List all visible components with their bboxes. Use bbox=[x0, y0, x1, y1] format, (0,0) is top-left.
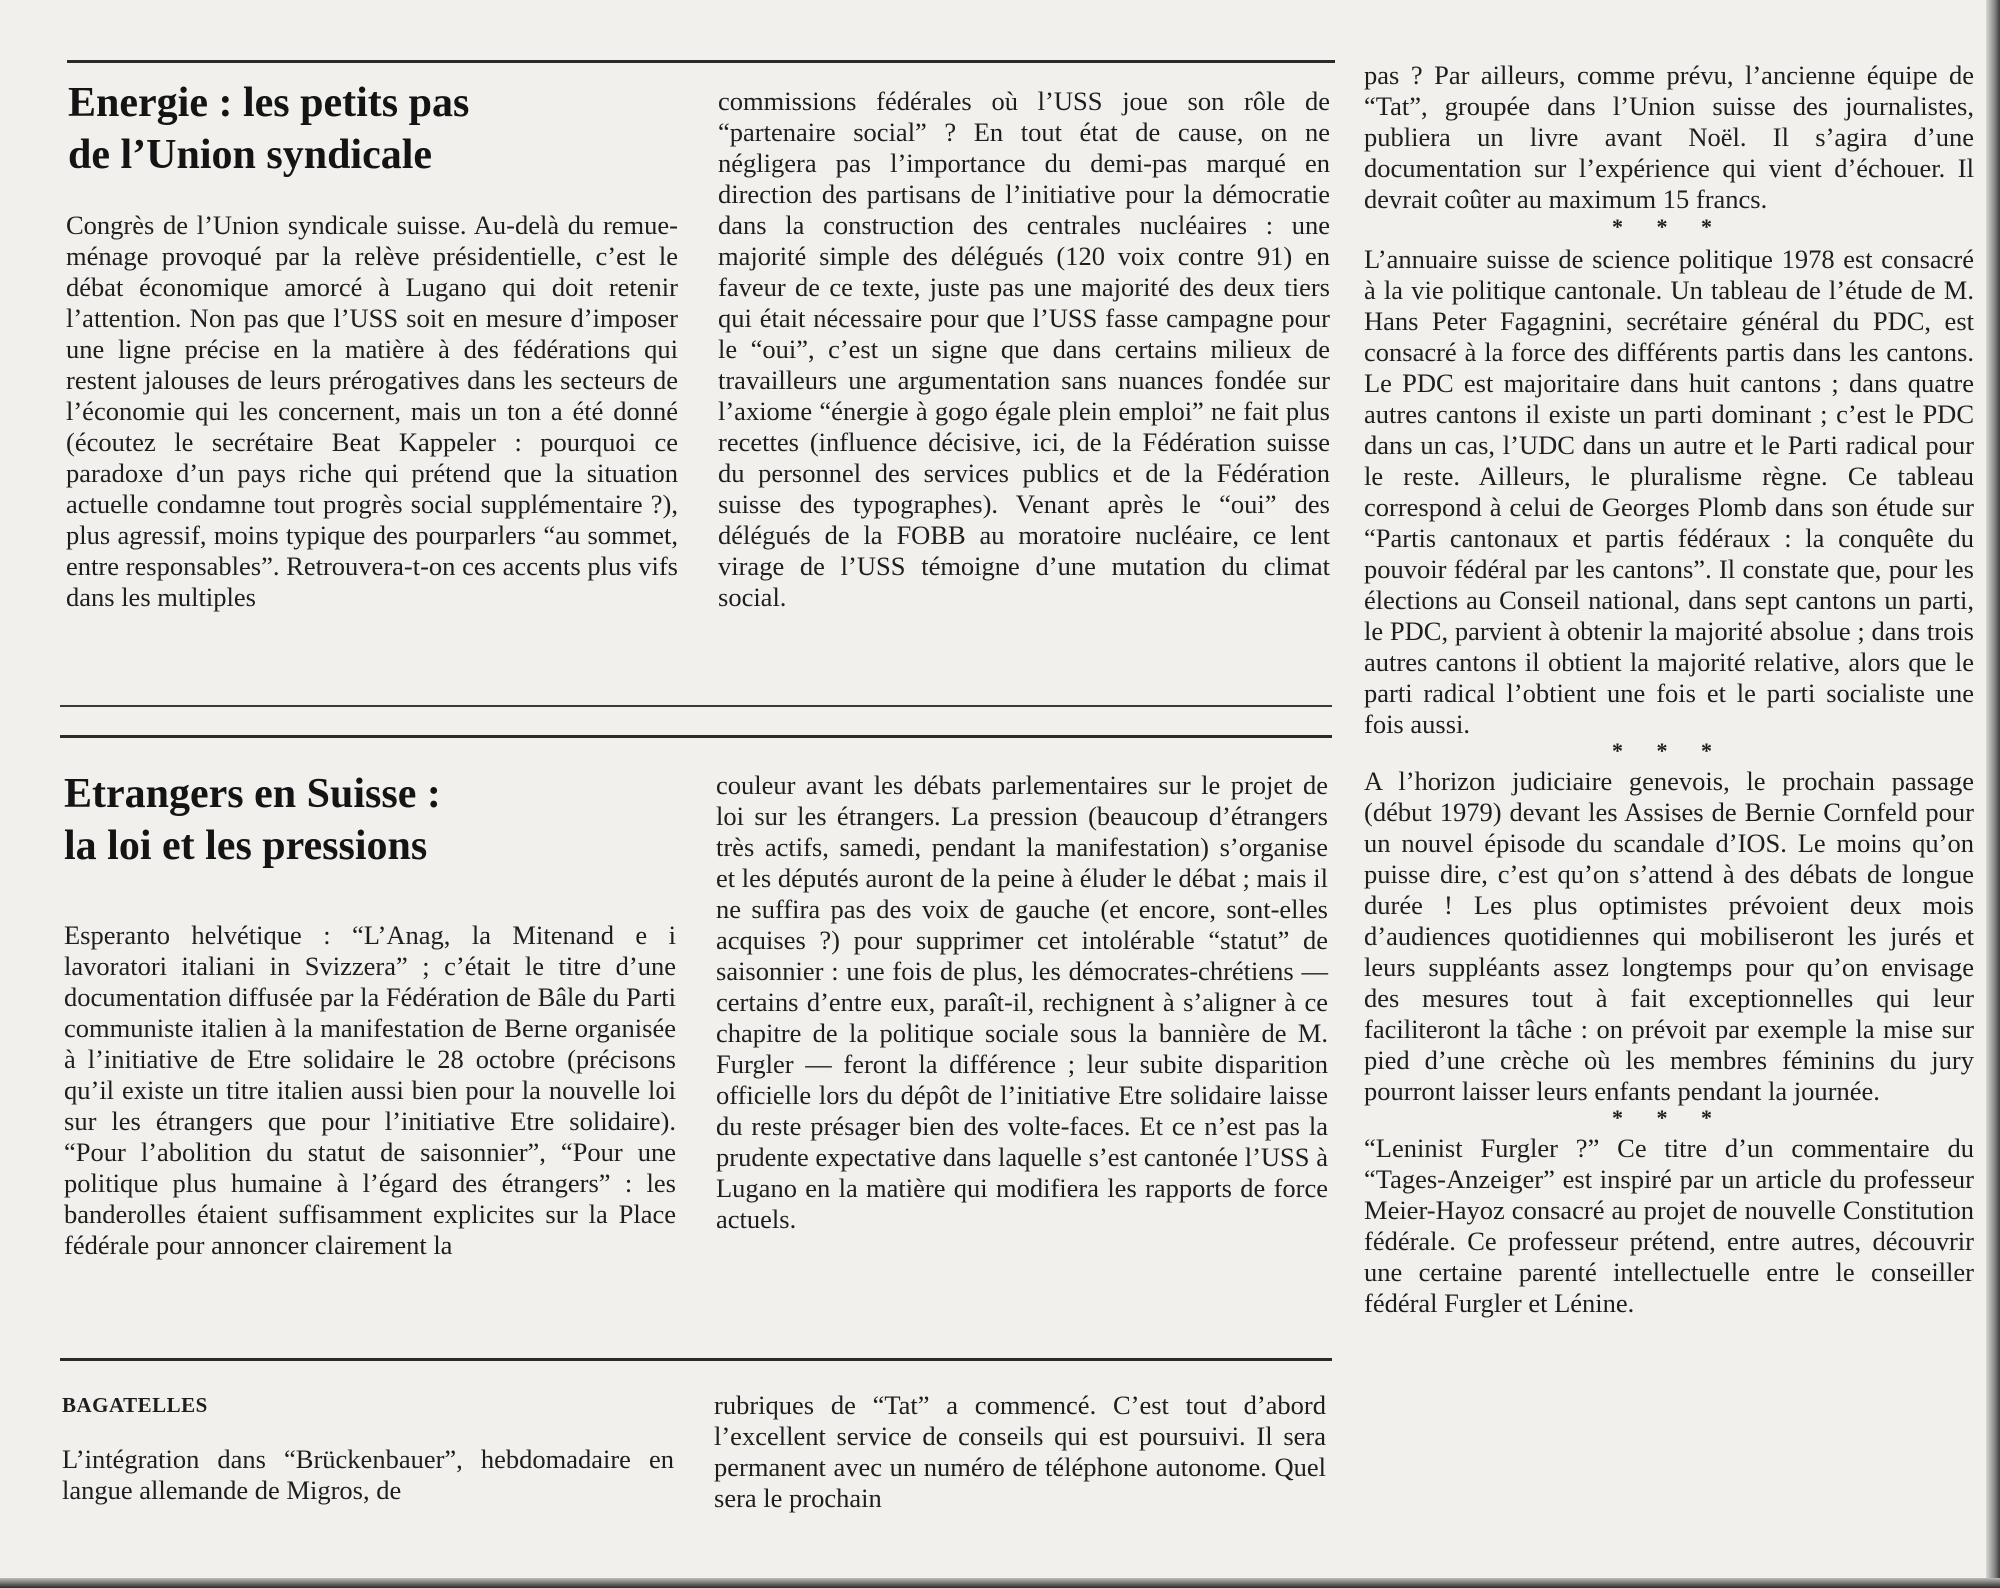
page-bottom-shadow bbox=[0, 1578, 2000, 1588]
article2-title bbox=[64, 768, 704, 872]
right-paragraph-furgler: “Leninist Furgler ?” Ce titre d’un commentaire du “Tages-Anzeiger” est inspiré par un article du professeur Meier-Hayoz consacré au projet de nouvelle Constitution fédérale. Ce professeur prétend, entre autres, découvrir une certaine parenté intellectuelle entre le conseiller fédéral Furgler et Lénine. bbox=[1364, 1133, 1974, 1318]
rule-article1-bottom-a bbox=[60, 705, 1332, 707]
right-paragraph-tat: pas ? Par ailleurs, comme prévu, l’ancienne équipe de “Tat”, groupée dans l’Union suisse des journalistes, publiera un livre avant Noël. Il s’agira d’une documentation sur l’expérience qui vient d’échouer. Il devrait coûter au maximum 15 francs. bbox=[1364, 60, 1974, 214]
article2-column2: couleur avant les débats parlementaires sur le projet de loi sur les étrangers. La pression (beaucoup d’étrangers très actifs, samedi, pendant la manifestation) s’organise et les députés auront de la peine à éluder le débat ; mais il ne suffira pas des voix de gauche (et encore, sont-elles acquises ?) pour supprimer cet intolérable “statut” de saisonnier : une fois de plus, les démocrates-chrétiens — certains d’entre eux, paraît-il, rechignent à s’aligner à ce chapitre de la politique sociale sous la bannière de M. Furgler — feront la différence ; leur subite disparition officielle lors du dépôt de l’initiative Etre solidaire laisse du reste présager bien des volte-faces. Et ce n’est pas la prudente expectative dans laquelle s’est cantonée l’USS à Lugano en la matière qui modifiera les rapports de force actuels. bbox=[716, 770, 1328, 1234]
separator-stars-3: * * * bbox=[1612, 1105, 1726, 1130]
article2-title-line1: Etrangers en Suisse : bbox=[64, 771, 441, 817]
article2-title-line2: la loi et les pressions bbox=[64, 823, 428, 869]
article1-column1: Congrès de l’Union syndicale suisse. Au-delà du remue-ménage provoqué par la relève présidentielle, c’est le débat économique amorcé à Lugano qui doit retenir l’attention. Non pas que l’USS soit en mesure d’imposer une ligne précise en la matière à des fédérations qui restent jalouses de leurs prérogatives dans les secteurs de l’économie qui les concernent, mais un ton a été donné (écoutez le secrétaire Beat Kappeler : pourquoi ce paradoxe d’un pays riche qui prétend que la situation actuelle condamne tout progrès social supplémentaire ?), plus agressif, moins typique des pourparlers “au sommet, entre responsables”. Retrouvera-t-on ces accents plus vifs dans les multiples bbox=[66, 210, 678, 612]
rule-article2-top bbox=[60, 735, 1332, 738]
page-edge-shadow bbox=[1986, 0, 2000, 1588]
bagatelles-column1: L’intégration dans “Brückenbauer”, hebdomadaire en langue allemande de Migros, de bbox=[62, 1444, 674, 1505]
bagatelles-column2: rubriques de “Tat” a commencé. C’est tout d’abord l’excellent service de conseils qui est poursuivi. Il sera permanent avec un numéro de téléphone autonome. Quel sera le prochain bbox=[714, 1390, 1326, 1513]
article1-title-line2: de l’Union syndicale bbox=[68, 132, 433, 178]
rule-bagatelles-top bbox=[60, 1358, 1332, 1361]
article2-column1: Esperanto helvétique : “L’Anag, la Mitenand e i lavoratori italiani in Svizzera” ; c’était le titre d’une documentation diffusée par la Fédération de Bâle du Parti communiste italien à la manifestation de Berne organisée à l’initiative de Etre solidaire le 28 octobre (précisons qu’il existe un titre italien aussi bien pour la nouvelle loi sur les étrangers que pour l’initiative Etre solidaire). “Pour l’abolition du statut de saisonnier”, “Pour une politique plus humaine à l’égard des étrangers” : les banderolles étaient suffisamment explicites sur la Place fédérale pour annoncer clairement la bbox=[64, 920, 676, 1260]
bagatelles-heading: BAGATELLES bbox=[62, 1393, 208, 1417]
article1-title-line1: Energie : les petits pas bbox=[68, 80, 470, 126]
right-column bbox=[1364, 60, 1974, 1319]
right-paragraph-ios: A l’horizon judiciaire genevois, le prochain passage (début 1979) devant les Assises de Bernie Cornfeld pour un nouvel épisode du scandale d’IOS. Le moins qu’on puisse dire, c’est qu’on s’attend à des débats de longue durée ! Les plus optimistes prévoient deux mois d’audiences quotidiennes qui mobiliseront les jurés et leurs suppléants assez longtemps pour qu’on envisage des mesures tout à fait exceptionnelles qui leur faciliteront la tâche : on prévoit par exemple la mise sur pied d’une crèche où les membres féminins du jury pourront laisser leurs enfants pendant la journée. bbox=[1364, 766, 1974, 1106]
separator-stars-1: * * * bbox=[1612, 214, 1726, 239]
article1-column2: commissions fédérales où l’USS joue son rôle de “partenaire social” ? En tout état de cause, on ne négligera pas l’importance du demi-pas marqué en direction des partisans de l’initiative pour la démocratie dans la construction des centrales nucléaires : une majorité simple des délégués (120 voix contre 91) en faveur de ce texte, juste pas une majorité des deux tiers qui était nécessaire pour que l’USS fasse campagne pour le “oui”, c’est un signe que dans certains milieux de travailleurs une argumentation sans nuances fondée sur l’axiome “énergie à gogo égale plein emploi” ne fait plus recettes (influence décisive, ici, de la Fédération suisse du personnel des services publics et de la Fédération suisse des typographes). Venant après le “oui” des délégués de la FOBB au moratoire nucléaire, ce lent virage de l’USS témoigne d’une mutation du climat social. bbox=[718, 86, 1330, 612]
article1-title bbox=[68, 77, 708, 181]
separator-stars-2: * * * bbox=[1612, 738, 1726, 763]
right-paragraph-annuaire: L’annuaire suisse de science politique 1978 est consacré à la vie politique cantonale. Un tableau de l’étude de M. Hans Peter Fagagnini, secrétaire général du PDC, est consacré à la force des différents partis dans les cantons. Le PDC est majoritaire dans huit cantons ; dans quatre autres cantons il existe un parti dominant ; c’est le PDC dans un cas, l’UDC dans un autre et le Parti radical pour le reste. Ailleurs, le pluralisme règne. Ce tableau correspond à celui de Georges Plomb dans son étude sur “Partis cantonaux et partis fédéraux : la conquête du pouvoir fédéral par les cantons”. Il constate que, pour les élections au Conseil national, dans sept cantons un parti, le PDC, parvient à obtenir la majorité absolue ; dans trois autres cantons il obtient la majorité relative, alors que le parti radical l’obtient une fois et le parti socialiste une fois aussi. bbox=[1364, 244, 1974, 739]
rule-top bbox=[67, 60, 1335, 63]
